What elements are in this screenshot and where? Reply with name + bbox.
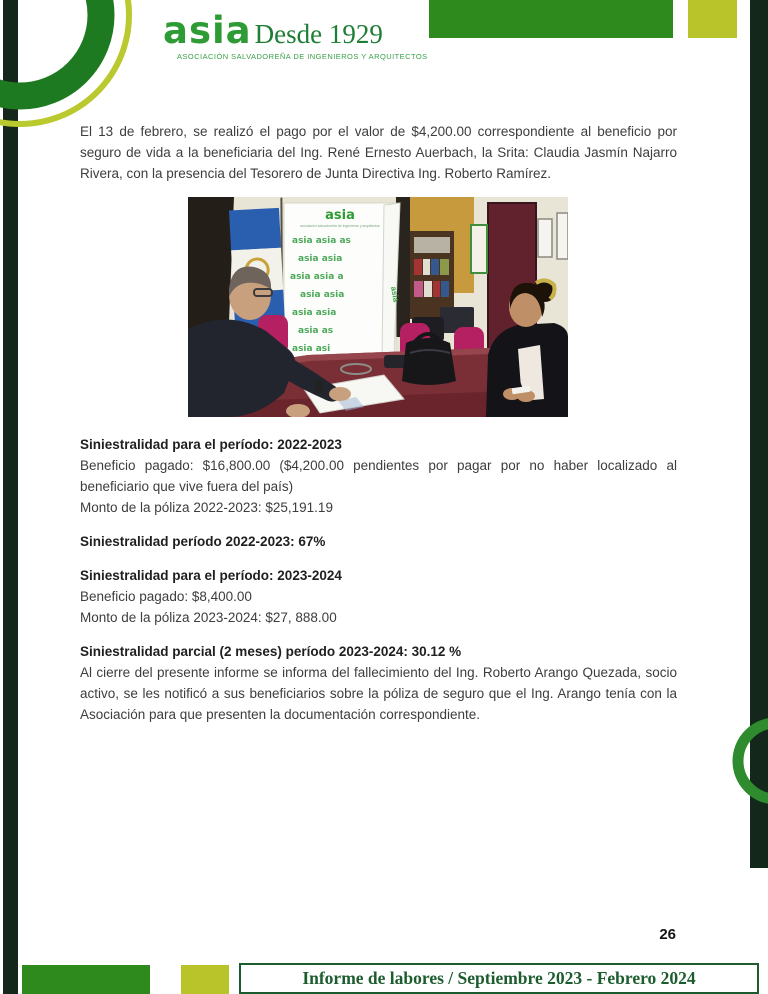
section-2023-2024 (80, 565, 677, 628)
footer-green-bar (22, 965, 150, 994)
svg-text:asia asia: asia asia (298, 254, 343, 264)
footer-title-box (239, 963, 759, 994)
svg-text:asia asia a: asia asia a (290, 272, 344, 282)
section-heading: Siniestralidad para el período: 2023-2024 (80, 568, 342, 583)
asia-logo-tagline: ASOCIACIÓN SALVADOREÑA DE INGENIEROS Y ARQUITECTOS (177, 52, 428, 61)
svg-text:asia as: asia as (298, 326, 334, 336)
meeting-photo (188, 197, 568, 417)
photo-asia-banner (284, 203, 396, 377)
section-heading: Siniestralidad período 2022-2023: 67% (80, 534, 326, 549)
section-line: Beneficio pagado: $8,400.00 (80, 589, 252, 604)
svg-text:asia asia: asia asia (300, 290, 345, 300)
svg-text:asia: asia (325, 208, 355, 223)
section-heading: Siniestralidad parcial (2 meses) período 2023-2024: 30.12 % (80, 644, 462, 659)
left-edge-bar (3, 0, 18, 994)
section-line: Monto de la póliza 2023-2024: $27, 888.00 (80, 610, 337, 625)
svg-text:asia asia as: asia asia as (292, 236, 351, 246)
svg-text:asociación salvadoreña de inge: asociación salvadoreña de ingenieros y arquitectos (300, 224, 380, 228)
asia-logo (163, 9, 428, 61)
section-line: Monto de la póliza 2022-2023: $25,191.19 (80, 500, 333, 515)
footer-report-title: Informe de labores / Septiembre 2023 - Febrero 2024 (302, 968, 696, 988)
svg-text:asia asi: asia asi (292, 344, 331, 354)
section-2022-2023 (80, 434, 677, 518)
asia-logo-since: Desde 1929 (254, 19, 383, 49)
asia-logo-word: asia (163, 9, 252, 52)
photo-certificate (538, 219, 552, 257)
siniestralidad-sections (80, 434, 677, 738)
photo-asia-flag-word: asia (389, 285, 401, 303)
photo-green-frame (471, 225, 487, 273)
header-lime-bar (688, 0, 737, 38)
photo-certificate (557, 213, 568, 259)
section-heading: Siniestralidad para el período: 2022-2023 (80, 437, 342, 452)
section-ratio-2022-2023 (80, 531, 677, 552)
section-partial-2023-2024 (80, 641, 677, 725)
section-line: Beneficio pagado: $16,800.00 ($4,200.00 pendientes por pagar por no haber localizado al beneficiario que vive fuera del país) (80, 458, 677, 494)
page-number: 26 (659, 926, 676, 943)
intro-paragraph: El 13 de febrero, se realizó el pago por el valor de $4,200.00 correspondiente al beneficio por seguro de vida a la beneficiaria del Ing. René Ernesto Auerbach, la Srita: Claudia Jasmín Najarro Rivera, con la presencia del Tesorero de Junta Directiva Ing. Roberto Ramírez. (80, 124, 677, 181)
right-edge-bar (750, 0, 768, 868)
photo-bookshelf (410, 231, 454, 319)
svg-text:asia asia: asia asia (292, 308, 337, 318)
section-line: Al cierre del presente informe se informa del fallecimiento del Ing. Roberto Arango Quezada, socio activo, se les notificó a sus beneficiarios sobre la póliza de seguro que el Ing. Arango tenía con la Asociación para que presenten la documentación correspondiente. (80, 665, 677, 722)
header-green-bar (429, 0, 673, 38)
footer-lime-bar (181, 965, 229, 994)
